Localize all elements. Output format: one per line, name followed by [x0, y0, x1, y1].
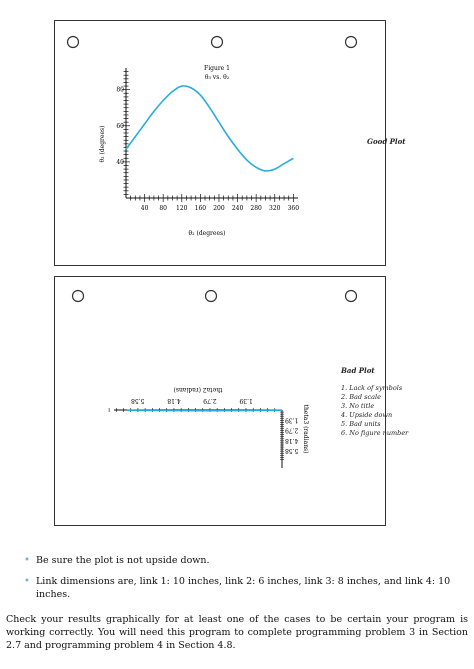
issue-item: 5. Bad units: [341, 420, 381, 428]
bad-plot-rotated-group: [109, 386, 309, 468]
good-plot-ylabel: θ₃ (degrees): [99, 125, 106, 163]
bad-plot-xlabel: theta2 (radians): [173, 386, 223, 393]
figure-label: Figure 1: [204, 65, 230, 72]
binder-hole: [346, 291, 357, 302]
good-plot-xlabel: θ₂ (degrees): [188, 230, 226, 237]
y-tick-label: 5.58: [285, 447, 299, 455]
x-tick-label: 240: [231, 205, 244, 212]
x-tick-label: 2.79: [203, 397, 217, 404]
x-tick-label: 160: [194, 205, 207, 212]
bullet-dot-icon: •: [24, 576, 30, 587]
bullet-dot-icon: •: [24, 555, 30, 566]
x-tick-label: 80: [159, 205, 168, 212]
bad-plot-issue-list: [341, 384, 408, 438]
y-tick-label: 2.79: [285, 426, 299, 434]
y-tick-label: 4.18: [285, 436, 299, 444]
issue-item: 4. Upside down: [341, 411, 393, 419]
note-bullet-text: Be sure the plot is not upside down.: [36, 555, 210, 566]
x-tick-label: 280: [250, 205, 262, 212]
issue-item: 3. No title: [341, 402, 375, 410]
good-plot-side-label: Good Plot: [367, 137, 406, 146]
bad-plot-axes: [114, 410, 282, 468]
bad-plot-ylabel: theta3 (radians): [302, 404, 309, 454]
x-tick-label: 1.39: [239, 397, 253, 404]
y-tick-label: 60: [116, 122, 124, 130]
figure-subtitle: θ₃ vs. θ₂: [204, 74, 230, 81]
x-tick-label: 200: [213, 205, 225, 212]
binder-hole: [206, 291, 217, 302]
issue-item: 1. Lack of symbols: [341, 384, 403, 392]
x-tick-label: 320: [269, 205, 281, 212]
x-tick-label: 120: [176, 205, 188, 212]
x-tick-label: 360: [287, 205, 300, 212]
notes-paragraph: Check your results graphically for at least one of the cases to be certain your program is working correctly. You will need this program to complete programming problem 3 in Section 2.7 and programming problem 4 in Section 4.8.: [6, 614, 468, 651]
note-bullet-text: Link dimensions are, link 1: 10 inches, link 2: 6 inches, link 3: 8 inches, and link 4: 10 inches.: [36, 576, 451, 600]
y-tick-label: 80: [116, 86, 124, 94]
y-tick-label: 1.39: [285, 416, 299, 424]
issue-item: 2. Bad scale: [341, 393, 381, 401]
x-tick-label: 4.18: [167, 397, 181, 404]
note-bullet: [24, 575, 464, 601]
x-tick-label: 5.58: [131, 397, 145, 404]
bad-plot-ticks: [109, 397, 298, 459]
y-tick-label: 40: [116, 158, 124, 166]
note-bullet: [24, 554, 474, 567]
binder-hole: [73, 291, 84, 302]
x-tick-label: 40: [140, 205, 149, 212]
bad-plot-side-label: Bad Plot: [341, 366, 375, 375]
issue-item: 6. No figure number: [341, 429, 409, 437]
